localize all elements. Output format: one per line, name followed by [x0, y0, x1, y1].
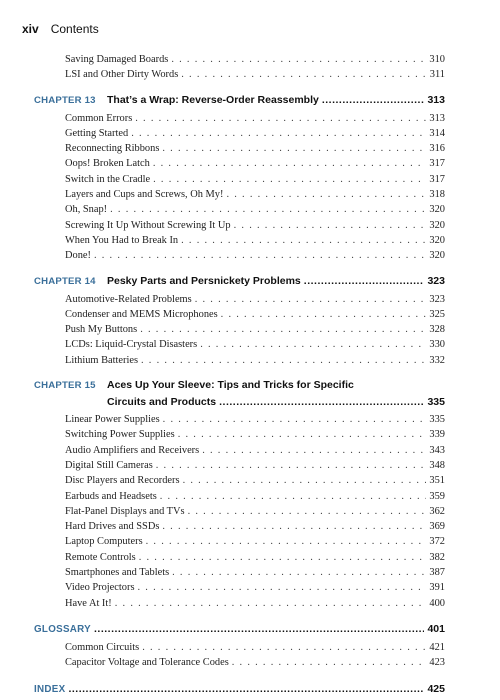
chapter-15-heading[interactable] [34, 377, 445, 410]
dot-leader [304, 273, 425, 289]
table-of-contents [34, 52, 445, 700]
toc-entry[interactable]: Flat-Panel Displays and TVs . . . 362 [65, 504, 445, 519]
running-header [22, 22, 99, 36]
toc-entry[interactable]: Done! . . . 320 [65, 248, 445, 263]
index-heading[interactable] [34, 681, 445, 698]
section-title: GLOSSARY [34, 623, 92, 635]
dot-leader [181, 67, 427, 82]
chapter-page: 335 [427, 396, 445, 409]
section-page: 401 [427, 622, 445, 635]
chapter-title-line2: Circuits and Products [107, 396, 217, 409]
chapter-label: CHAPTER 15 [34, 380, 96, 392]
chapter-label: CHAPTER 14 [34, 275, 96, 287]
toc-entry[interactable]: Smartphones and Tablets . . . 387 [65, 565, 445, 580]
toc-entry[interactable]: Earbuds and Headsets . . . 359 [65, 489, 445, 504]
toc-entry[interactable]: Getting Started . . . 314 [65, 126, 445, 141]
chapter-title-line1: Aces Up Your Sleeve: Tips and Tricks for Specific [107, 379, 354, 392]
toc-entry[interactable]: Common Errors . . . 313 [65, 111, 445, 126]
toc-entry[interactable]: Automotive-Related Problems . . . 323 [65, 292, 445, 307]
toc-entry[interactable]: Lithium Batteries . . . 332 [65, 353, 445, 368]
toc-entry[interactable]: Layers and Cups and Screws, Oh My! . . . 318 [65, 187, 445, 202]
dot-leader [322, 92, 425, 108]
toc-entry[interactable]: When You Had to Break In . . . 320 [65, 233, 445, 248]
chapter-13-heading[interactable] [34, 92, 445, 109]
toc-entry[interactable]: Audio Amplifiers and Receivers . . . 343 [65, 443, 445, 458]
chapter-page: 313 [427, 93, 445, 106]
glossary-heading[interactable] [34, 621, 445, 638]
toc-entry[interactable]: Disc Players and Recorders . . . 351 [65, 473, 445, 488]
toc-entry[interactable]: Common Circuits . . . 421 [65, 640, 445, 655]
toc-entry[interactable]: Remote Controls . . . 382 [65, 550, 445, 565]
chapter-title: Pesky Parts and Persnickety Problems [107, 274, 301, 287]
dot-leader [219, 394, 424, 410]
toc-entry[interactable]: Saving Damaged Boards . . . 310 [65, 52, 445, 67]
toc-entry[interactable]: Oh, Snap! . . . 320 [65, 202, 445, 217]
toc-entry[interactable]: Condenser and MEMS Microphones . . . 325 [65, 307, 445, 322]
toc-entry[interactable]: Video Projectors . . . 391 [65, 580, 445, 595]
toc-entry[interactable]: Have At It! . . . 400 [65, 596, 445, 611]
toc-entry[interactable]: Hard Drives and SSDs . . . 369 [65, 519, 445, 534]
toc-entry[interactable]: Digital Still Cameras . . . 348 [65, 458, 445, 473]
header-title: Contents [50, 22, 99, 36]
section-page: 425 [427, 682, 445, 695]
section-title: INDEX [34, 683, 66, 695]
toc-entry[interactable]: Push My Buttons . . . 328 [65, 322, 445, 337]
toc-entry[interactable]: Screwing It Up Without Screwing It Up . . . 320 [65, 218, 445, 233]
toc-entry[interactable]: LCDs: Liquid-Crystal Disasters . . . 330 [65, 337, 445, 352]
toc-entry[interactable]: Switch in the Cradle . . . 317 [65, 172, 445, 187]
chapter-page: 323 [427, 274, 445, 287]
page-number: xiv [22, 22, 39, 36]
dot-leader [68, 681, 424, 697]
chapter-title: That’s a Wrap: Reverse-Order Reassembly [107, 93, 319, 106]
toc-entry[interactable]: Linear Power Supplies . . . 335 [65, 412, 445, 427]
toc-entry[interactable]: Laptop Computers . . . 372 [65, 534, 445, 549]
dot-leader [171, 52, 426, 67]
toc-entry[interactable]: Switching Power Supplies . . . 339 [65, 427, 445, 442]
chapter-14-heading[interactable] [34, 273, 445, 290]
chapter-label: CHAPTER 13 [34, 94, 96, 106]
toc-entry[interactable]: LSI and Other Dirty Words . . . 311 [65, 67, 445, 82]
toc-entry[interactable]: Reconnecting Ribbons . . . 316 [65, 141, 445, 156]
toc-entry[interactable]: Oops! Broken Latch . . . 317 [65, 156, 445, 171]
toc-entry[interactable]: Capacitor Voltage and Tolerance Codes . . . 423 [65, 655, 445, 670]
dot-leader [94, 621, 424, 637]
